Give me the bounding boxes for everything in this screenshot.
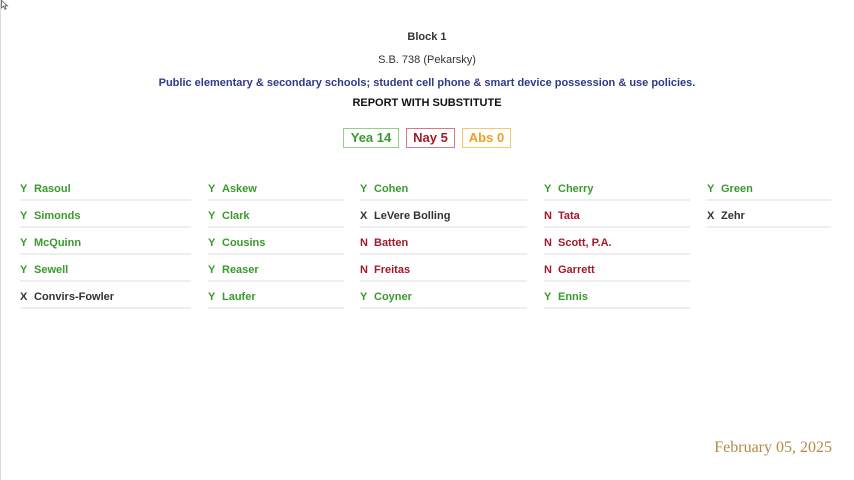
vote-row (20, 290, 191, 309)
vote-code: N (544, 237, 552, 249)
vote-row (360, 209, 527, 228)
vote-code: Y (20, 264, 28, 276)
member-name: Coyner (374, 291, 412, 303)
vote-row (20, 182, 191, 201)
member-name: Cherry (558, 183, 594, 195)
vote-row (20, 263, 191, 282)
vote-code: Y (208, 210, 216, 222)
vote-row (360, 182, 527, 201)
vote-code: Y (20, 210, 28, 222)
member-name: Batten (374, 237, 409, 249)
vote-row (707, 182, 831, 201)
vote-code: Y (360, 183, 368, 195)
member-name: Convirs-Fowler (34, 291, 115, 303)
left-border (0, 0, 1, 480)
vote-code: X (360, 210, 368, 222)
bill-id: S.B. 738 (Pekarsky) (378, 54, 476, 66)
vote-code: N (544, 264, 552, 276)
vote-row (360, 290, 527, 309)
member-name: Garrett (558, 264, 595, 276)
member-name: Simonds (34, 210, 81, 222)
vote-code: Y (208, 264, 216, 276)
member-name: Rasoul (34, 183, 71, 195)
vote-code: N (360, 264, 368, 276)
vote-row (360, 263, 527, 282)
member-name: Scott, P.A. (558, 237, 612, 249)
member-name: Tata (558, 210, 580, 222)
vote-row (208, 263, 344, 282)
vote-row (208, 209, 344, 228)
vote-row (208, 182, 344, 201)
vote-code: X (707, 210, 715, 222)
yea-count-badge: Yea 14 (343, 128, 399, 148)
vote-code: Y (208, 183, 216, 195)
vote-row (544, 236, 690, 255)
vote-code: Y (208, 291, 216, 303)
vote-code: Y (360, 291, 368, 303)
member-name: McQuinn (34, 237, 82, 249)
vote-code: Y (707, 183, 715, 195)
member-name: Green (721, 183, 753, 195)
member-name: Ennis (558, 291, 588, 303)
committee-action: REPORT WITH SUBSTITUTE (352, 97, 502, 109)
vote-row (208, 236, 344, 255)
vote-row (544, 263, 690, 282)
vote-code: N (544, 210, 552, 222)
member-name: Laufer (222, 291, 256, 303)
nay-count-badge: Nay 5 (406, 128, 455, 148)
abs-count-badge: Abs 0 (462, 128, 511, 148)
vote-row (20, 236, 191, 255)
block-title: Block 1 (407, 31, 447, 43)
member-name: Zehr (721, 210, 745, 222)
vote-code: Y (20, 237, 28, 249)
date-stamp: February 05, 2025 (714, 439, 832, 456)
vote-code: Y (544, 183, 552, 195)
member-name: Cohen (374, 183, 409, 195)
member-name: Reaser (222, 264, 259, 276)
vote-code: X (20, 291, 28, 303)
member-name: Askew (222, 183, 257, 195)
vote-row (544, 290, 690, 309)
vote-row (20, 209, 191, 228)
vote-row (544, 182, 690, 201)
vote-code: Y (208, 237, 216, 249)
vote-row (208, 290, 344, 309)
member-name: Sewell (34, 264, 69, 276)
member-name: LeVere Bolling (374, 210, 451, 222)
member-name: Freitas (374, 264, 411, 276)
vote-row (707, 209, 831, 228)
mouse-cursor-icon (1, 0, 9, 10)
vote-code: Y (544, 291, 552, 303)
member-name: Cousins (222, 237, 266, 249)
vote-code: Y (20, 183, 28, 195)
vote-code: N (360, 237, 368, 249)
vote-row (544, 209, 690, 228)
vote-row (360, 236, 527, 255)
member-name: Clark (222, 210, 250, 222)
bill-description: Public elementary & secondary schools; student cell phone & smart device possession & use policies. (158, 77, 696, 89)
